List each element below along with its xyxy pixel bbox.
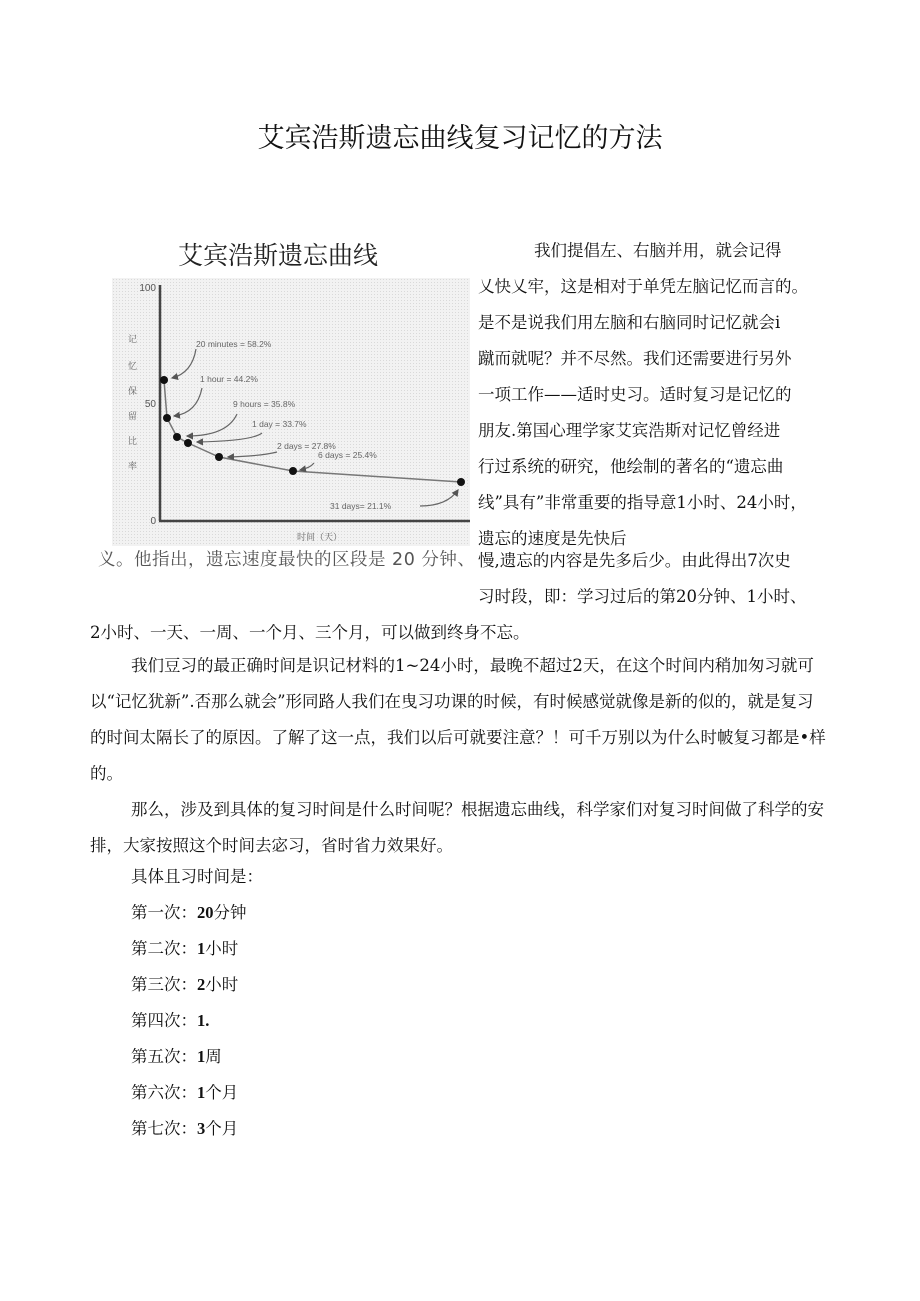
- schedule-item: 第七次：3个月: [131, 1119, 239, 1138]
- annotation-2days: 2 days = 27.8%: [277, 441, 336, 451]
- paragraph-schedule-intro: 那么，涉及到具体的复习时间是什么时间呢？根据遗忘曲线，科学家们对复习时间做了科学的安排，大家按照这个时间去宓习，省时省力效果好。: [90, 800, 824, 855]
- chart-title: 艾宾浩斯遗忘曲线: [178, 241, 379, 270]
- text-line: 2小时、一天、一周、一个月、三个月，可以做到终身不忘。: [90, 623, 530, 642]
- text-line: 是不是说我们用左脑和右脑同时记忆就会i: [478, 313, 781, 332]
- annotation-1day: 1 day = 33.7%: [252, 419, 307, 429]
- schedule-item: 第一次：20分钟: [131, 903, 247, 922]
- text-line: 习时段，即：学习过后的第20分钟、1小时、: [478, 587, 807, 606]
- text-line: 我们提倡左、右脑并用，就会记得: [534, 241, 782, 260]
- text-line: 蹴而就呢？并不尽然。我们还需要进行另外: [478, 349, 792, 368]
- text-line: 遗忘的速度是先快后: [478, 529, 627, 548]
- schedule-item: 第三次：2小时: [131, 975, 239, 994]
- svg-text:留: 留: [128, 412, 138, 422]
- annotation-20min: 20 minutes = 58.2%: [196, 339, 272, 349]
- svg-text:率: 率: [128, 462, 138, 472]
- schedule-item: 第四次：1.: [131, 1011, 210, 1030]
- annotation-1hour: 1 hour = 44.2%: [200, 374, 258, 384]
- schedule-item: 第五次：1周: [131, 1047, 222, 1066]
- annotations: [196, 339, 392, 511]
- ytick-100: 100: [139, 283, 156, 294]
- annotation-31days: 31 days= 21.1%: [330, 501, 392, 511]
- text-line: 朋友.第国心理学家艾宾浩斯对记忆曾经进: [478, 421, 781, 440]
- paragraph-best-review-time: 我们豆习的最正确时间是识记材料的1~24小时，最晚不超过2天，在这个时间内稍加匆习就可以“记忆犹新”.否那么就会”形同路人我们在曳习功课的时候，有时候感觉就像是新的似的，就是复习的时间太隔长了的原因。了解了这一点，我们以后可就要注意？！可千万别以为什么时帔复习都是•样的。: [90, 656, 826, 783]
- x-axis-label: 时间（天）: [297, 533, 343, 543]
- svg-text:记: 记: [128, 335, 138, 345]
- svg-text:比: 比: [128, 437, 138, 447]
- text-line: 行过系统的研究，他绘制的著名的“遗忘曲: [478, 457, 784, 476]
- schedule-item: 第六次：1个月: [131, 1083, 239, 1102]
- annotation-6days: 6 days = 25.4%: [318, 450, 377, 460]
- svg-text:保: 保: [128, 387, 138, 397]
- y-axis-label: [128, 334, 137, 472]
- text-line: 乂快乂牢，这是相对于单凭左脑记忆而言的。: [478, 277, 808, 296]
- schedule-item: 第二次：1小时: [131, 939, 239, 958]
- forgetting-curve-chart: [112, 278, 470, 546]
- chart-svg: [112, 278, 470, 546]
- text-line: 慢,遗忘的内容是先多后少。由此得出7次史: [478, 551, 791, 570]
- annotation-9hours: 9 hours = 35.8%: [233, 399, 296, 409]
- ytick-0: 0: [150, 516, 156, 527]
- svg-text:忆: 忆: [128, 362, 138, 372]
- image-text-fragment: 义。他指出，遗忘速度最快的区段是 20 分钟、: [98, 550, 476, 570]
- curve-line: [164, 380, 461, 482]
- text-line: 线”具有”非常重要的指导意1小时、24小时，: [478, 493, 807, 512]
- data-points: [160, 376, 465, 486]
- schedule-heading: 具体且习时间是：: [131, 867, 263, 886]
- ytick-50: 50: [144, 399, 156, 410]
- document-title: 艾宾浩斯遗忘曲线复习记忆的方法: [257, 123, 663, 154]
- text-line: 一项工作——适时史习。适时复习是记忆的: [478, 385, 792, 404]
